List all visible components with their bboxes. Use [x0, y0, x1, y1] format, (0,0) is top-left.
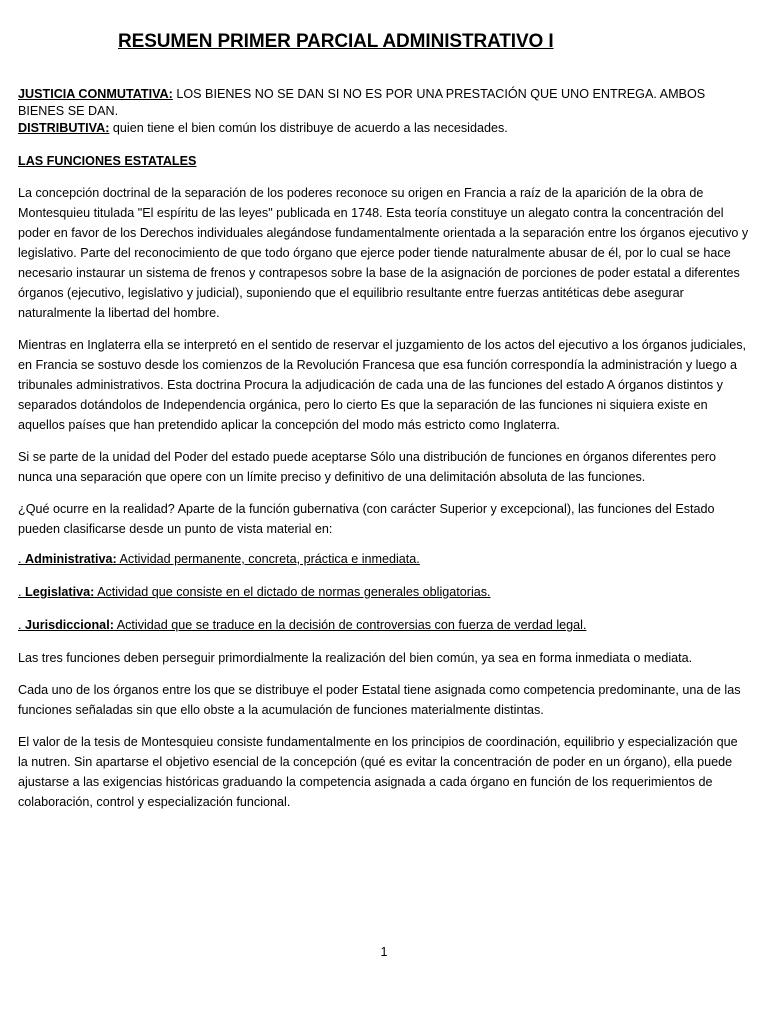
- function-term: Jurisdiccional:: [25, 618, 114, 632]
- definition-text: LOS BIENES NO SE DAN SI NO ES POR UNA PRESTACIÓN QUE UNO ENTREGA. AMBOS BIENES SE DAN.: [18, 87, 706, 118]
- function-term: Legislativa:: [25, 585, 95, 599]
- document-title: RESUMEN PRIMER PARCIAL ADMINISTRATIVO I: [118, 31, 554, 52]
- paragraph: ¿Qué ocurre en la realidad? Aparte de la función gubernativa (con carácter Superior y excepcional), las funciones del Estado pueden clasificarse desde un punto de vista material en:: [18, 502, 715, 536]
- paragraph: Mientras en Inglaterra ella se interpretó en el sentido de reservar el juzgamiento de los actos del ejecutivo a los órganos judiciales, en Francia se sostuvo desde los comienzos de la Revolución Francesa que esa función correspondía la administración y luego a tribunales administrativos. Esta doctrina Procura la adjudicación de cada una de las funciones del estado A órganos distintos y separados dotándolos de Independencia orgánica, pero lo cierto Es que la separación de las funciones ni siquiera existe en aquellos países que han pretendido aplicar la concepción del modo más estricto como Inglaterra.: [18, 338, 747, 432]
- definition-conmutativa: [18, 86, 750, 120]
- list-marker: .: [18, 618, 25, 632]
- section-heading: LAS FUNCIONES ESTATALES: [18, 154, 197, 168]
- function-text: Actividad que consiste en el dictado de normas generales obligatorias.: [94, 585, 491, 599]
- function-text: Actividad permanente, concreta, práctica e inmediata.: [116, 552, 420, 566]
- page-number: 1: [380, 945, 388, 959]
- list-marker: .: [18, 585, 25, 599]
- paragraph: Cada uno de los órganos entre los que se distribuye el poder Estatal tiene asignada como competencia predominante, una de las funciones señaladas sin que ello obste a la acumulación de funciones materialmente distintas.: [18, 683, 741, 717]
- definition-distributiva: [18, 120, 750, 137]
- paragraph: Las tres funciones deben perseguir primordialmente la realización del bien común, ya sea en forma inmediata o mediata.: [18, 651, 693, 665]
- paragraph: Si se parte de la unidad del Poder del estado puede aceptarse Sólo una distribución de funciones en órganos diferentes pero nunca una separación que opere con un límite preciso y definitivo de una delimitación absoluta de las funciones.: [18, 450, 717, 484]
- definition-text: quien tiene el bien común los distribuye de acuerdo a las necesidades.: [109, 121, 508, 135]
- function-term: Administrativa:: [25, 552, 117, 566]
- function-item-administrativa: [18, 549, 750, 569]
- definitions-block: [18, 86, 750, 137]
- definition-term: DISTRIBUTIVA:: [18, 121, 110, 135]
- functions-list: [18, 549, 750, 635]
- function-item-legislativa: [18, 582, 750, 602]
- list-marker: .: [18, 552, 25, 566]
- function-item-jurisdiccional: [18, 615, 750, 635]
- paragraph: El valor de la tesis de Montesquieu consiste fundamentalmente en los principios de coordinación, equilibrio y especialización que la nutren. Sin apartarse el objetivo esencial de la concepción (qué es evitar la concentración de poder en un órgano), ella puede ajustarse a las exigencias históricas graduando la competencia asignada a cada órgano en función de los requerimientos de colaboración, control y especialización funcional.: [18, 735, 738, 809]
- paragraph: La concepción doctrinal de la separación de los poderes reconoce su origen en Francia a raíz de la aparición de la obra de Montesquieu titulada "El espíritu de las leyes" publicada en 1748. Esta teoría constituye un alegato contra la concentración del poder en favor de los Derechos individuales alegándose fundamentalmente orientada a la separación entre los órganos ejecutivo y legislativo. Parte del reconocimiento de que todo órgano que ejerce poder tiende naturalmente abusar de él, por lo cual se hace necesario instaurar un sistema de frenos y contrapesos sobre la base de la asignación de porciones de poder estatal a diferentes órganos (ejecutivo, legislativo y judicial), suponiendo que el equilibrio resultante entre fuerzas antitéticas debe asegurar naturalmente la libertad del hombre.: [18, 186, 749, 320]
- function-text: Actividad que se traduce en la decisión de controversias con fuerza de verdad legal.: [113, 618, 587, 632]
- definition-term: JUSTICIA CONMUTATIVA:: [18, 87, 173, 101]
